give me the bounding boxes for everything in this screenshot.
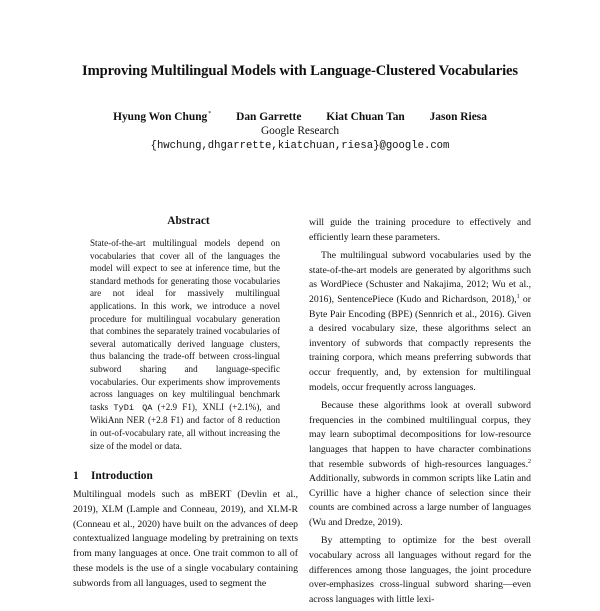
section-heading	[73, 470, 303, 482]
section-title: Introduction	[91, 470, 153, 482]
author-name: Kiat Chuan Tan	[326, 111, 405, 123]
introduction-text: Multilingual models such as mBERT (Devlin et al., 2019), XLM (Lample and Conneau, 2019), and XLM-R (Conneau et al., 2020) have built on the advances of deep contextualized language modeling by pretraining on texts from many languages at once. One trait common to all of these models is the use of a single vocabulary containing subwords from all languages, used to segment the	[73, 489, 298, 589]
author-footnote-mark: *	[208, 111, 212, 118]
paragraph: Because these algorithms look at overall subword frequencies in the combined multilingual corpus, they may learn suboptimal decompositions for low-resource languages that happen to have character combinations that resemble subwords of high-resources languages.$^2$ Additionally, subwords in common scripts like Latin and Cyrillic have a higher chance of selection since their counts are combined across a large number of languages (Wu and Dredze, 2019).	[309, 400, 531, 528]
right-column	[309, 216, 531, 611]
paper-title: Improving Multilingual Models with Language-Clustered Vocabularies	[82, 63, 518, 79]
footnote-mark: 1	[516, 293, 520, 300]
paragraph: By attempting to optimize for the best overall vocabulary across all languages without regard for the differences among those languages, the joint procedure over-emphasizes cross-lingual subword sharing—even across languages with little lexi-	[309, 535, 531, 605]
paragraph: will guide the training procedure to effectively and efficiently learn these parameters.	[309, 217, 531, 243]
author-name: Dan Garrette	[236, 111, 302, 123]
email-addresses: {hwchung,dhgarrette,kiatchuan,riesa}@google.com	[150, 140, 450, 152]
author-list	[0, 111, 600, 123]
dataset-name: TyDi QA	[113, 402, 153, 413]
affiliation: Google Research	[260, 125, 340, 137]
abstract-heading: Abstract	[167, 215, 210, 227]
abstract-text: State-of-the-art multilingual models depend on vocabularies that cover all of the languages the model will expect to see at inference time, but the standard methods for generating those vocabularies are not ideal for massively multilingual applications. In this work, we introduce a novel procedure for multilingual vocabulary generation that combines the separately trained vocabularies of several automatically derived language clusters, thus balancing the trade-off between cross-lingual subword sharing and language-specific vocabularies. Our experiments show improvements across languages on key multilingual benchmark tasks TyDi QA (+2.9 F1), XNLI (+2.1%), and WikiAnn NER (+2.8 F1) and factor of 8 reduction in out-of-vocabulary rate, all without increasing the size of the model or data.	[90, 238, 280, 451]
author-name: Jason Riesa	[429, 111, 487, 123]
paragraph: The multilingual subword vocabularies used by the state-of-the-art models are generated by algorithms such as WordPiece (Schuster and Nakajima, 2012; Wu et al., 2016), SentencePiece (Kudo and Richardson, 2018),$^1$ or Byte Pair Encoding (BPE) (Sennrich et al., 2016). Given a desired vocabulary size, these algorithms select an inventory of subwords that compactly represents the training corpora, which means preferring subwords that occur frequently, and, by extension for multilingual models, occur frequently across languages.	[309, 250, 531, 393]
section-number: 1	[73, 470, 79, 482]
footnote-mark: 2	[528, 458, 531, 465]
author-name: Hyung Won Chung*	[113, 111, 212, 123]
